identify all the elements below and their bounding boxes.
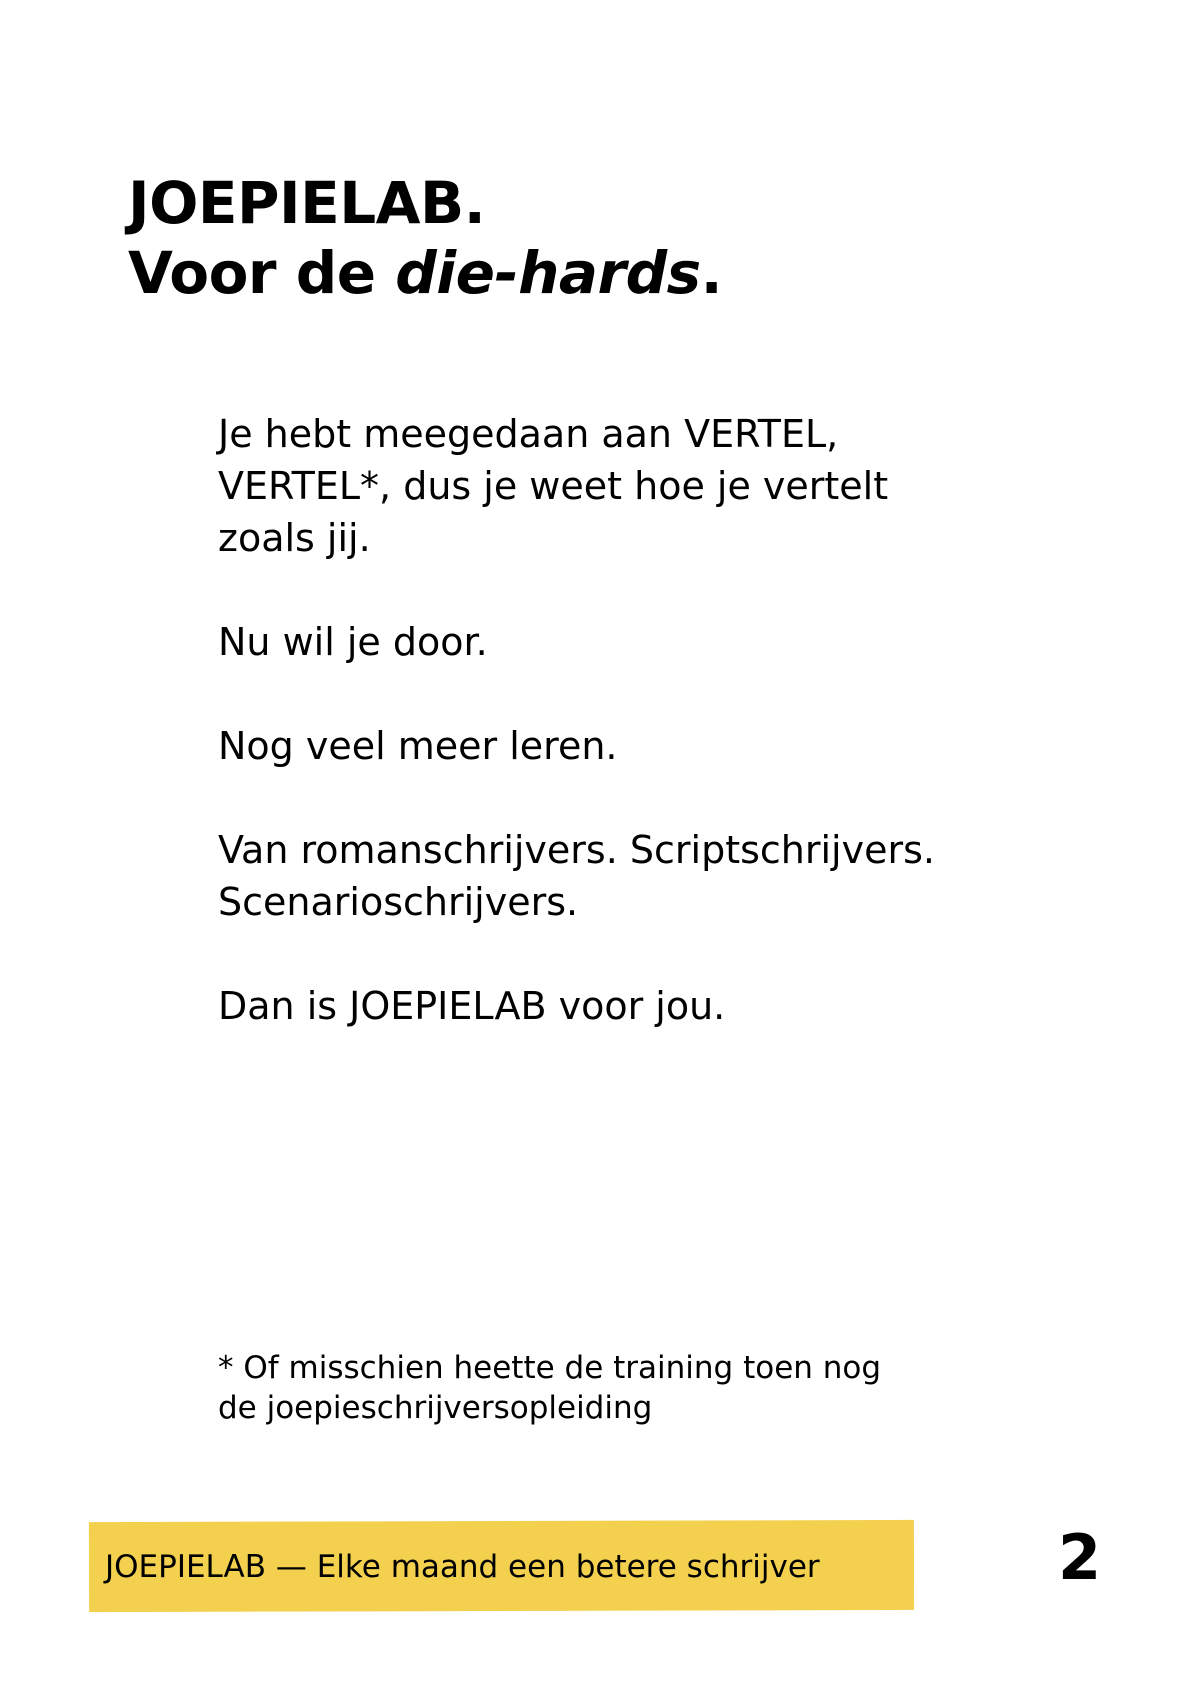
text-line: Dan is JOEPIELAB voor jou. xyxy=(218,984,726,1028)
paragraph-2 xyxy=(218,616,1118,668)
page-title xyxy=(128,168,722,308)
title-emphasis: die-hards xyxy=(395,239,701,307)
title-prefix: Voor de xyxy=(128,239,396,307)
text-line: Van romanschrijvers. Scriptschrijvers. xyxy=(218,828,935,872)
title-line-2 xyxy=(128,238,722,308)
footnote-line: de joepieschrijversopleiding xyxy=(218,1390,653,1426)
page-number: 2 xyxy=(1058,1521,1102,1594)
paragraph-5 xyxy=(218,980,1118,1032)
title-suffix: . xyxy=(700,239,723,307)
title-line-1: JOEPIELAB. xyxy=(128,169,486,237)
text-line: VERTEL*, dus je weet hoe je vertelt xyxy=(218,464,889,508)
text-line: zoals jij. xyxy=(218,516,371,560)
footer-tagline: JOEPIELAB — Elke maand een betere schrijver xyxy=(105,1549,820,1585)
text-line: Je hebt meegedaan aan VERTEL, xyxy=(218,412,839,456)
paragraph-4 xyxy=(218,824,1118,928)
paragraph-3 xyxy=(218,720,1118,772)
text-line: Scenarioschrijvers. xyxy=(218,880,579,924)
body-text xyxy=(218,408,1118,1084)
text-line: Nu wil je door. xyxy=(218,620,488,664)
footnote xyxy=(218,1348,881,1428)
footnote-line: * Of misschien heette de training toen nog xyxy=(218,1350,882,1386)
paragraph-1 xyxy=(218,408,1118,564)
text-line: Nog veel meer leren. xyxy=(218,724,618,768)
